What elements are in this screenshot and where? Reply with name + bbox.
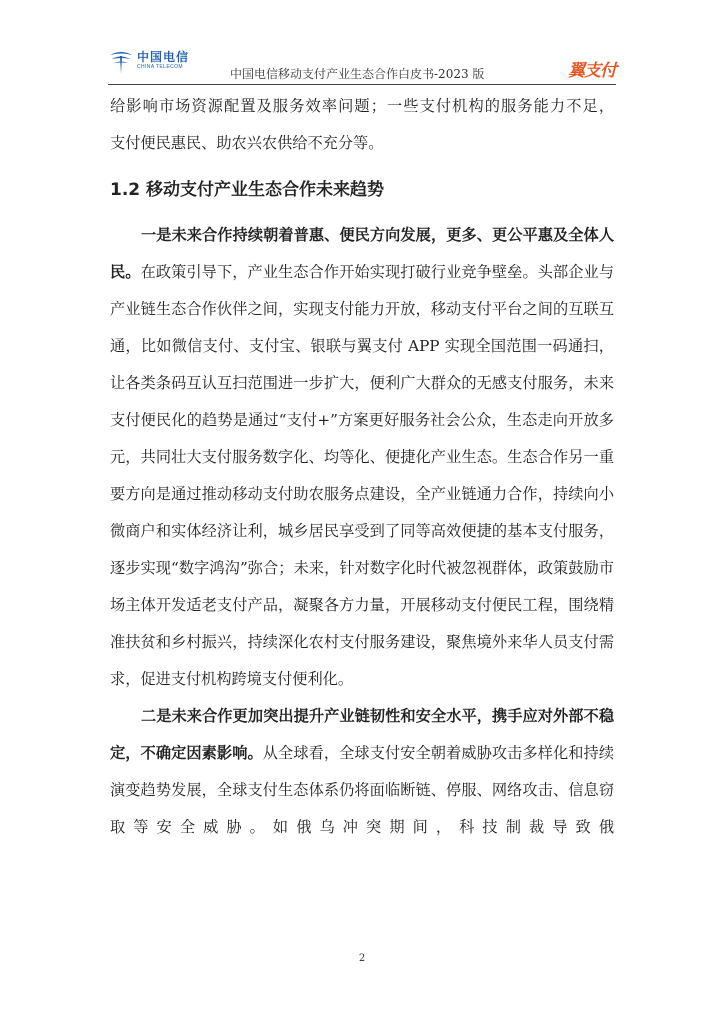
page-body [110,88,614,846]
bestpay-logo: 翼支付 [568,61,616,81]
paragraph-trend-1-lead: 一是未来合作持续朝着普惠、便民方向发展，更多、更公平惠及全体人民。 [110,226,614,281]
paragraph-trend-1 [110,217,614,698]
document-title: 中国电信移动支付产业生态合作白皮书-2023 版 [230,67,485,81]
logo-en-text: CHINA TELECOM [137,64,183,70]
china-telecom-emblem-icon [108,48,134,76]
paragraph-trend-2-lead: 二是未来合作更加突出提升产业链韧性和安全水平，携手应对外部不稳定，不确定因素影响。 [110,707,614,762]
page-number: 2 [358,953,366,964]
header-divider [108,84,616,85]
paragraph-continued-line2: 支付便民惠民、助农兴农供给不充分等。 [110,134,384,152]
section-heading: 1.2 移动支付产业生态合作未来趋势 [110,180,385,200]
paragraph-trend-2 [110,698,614,846]
page-header [108,46,616,86]
paragraph-continued-line1: 给影响市场资源配置及服务效率问题；一些支付机构的服务能力不足， [110,97,614,115]
paragraph-trend-1-text: 在政策引导下，产业生态合作开始实现打破行业竞争壁垒。头部企业与产业链生态合作伙伴之间，实现支付能力开放，移动支付平台之间的互联互通，比如微信支付、支付宝、银联与翼支付 APP 实现全国范围一码通扫，让各类条码互认互扫范围进一步扩大，便利广大群众的无感支付服务，未来支付便民化的趋势是通过“支付+”方案更好服务社会公众，生态走向开放多元，共同壮大支付服务数字化、均等化、便捷化产业生态。生态合作另一重要方向是通过推动移动支付助农服务点建设，全产业链通力合作，持续向小微商户和实体经济让利，城乡居民享受到了同等高效便捷的基本支付服务，逐步实现“数字鸿沟”弥合；未来，针对数字化时代被忽视群体，政策鼓励市场主体开发适老支付产品，凝聚各方力量，开展移动支付便民工程，围绕精准扶贫和乡村振兴，持续深化农村支付服务建设，聚焦境外来华人员支付需求，促进支付机构跨境支付便利化。 [110,263,615,688]
paragraph-trend-2-text: 从全球看，全球支付安全朝着威胁攻击多样化和持续演变趋势发展，全球支付生态体系仍将面临断链、停服、网络攻击、信息窃取等安全威胁。如俄乌冲突期间，科技制裁导致俄 [110,744,615,836]
china-telecom-logo [108,48,189,76]
logo-cn-text: 中国电信 [137,50,190,64]
